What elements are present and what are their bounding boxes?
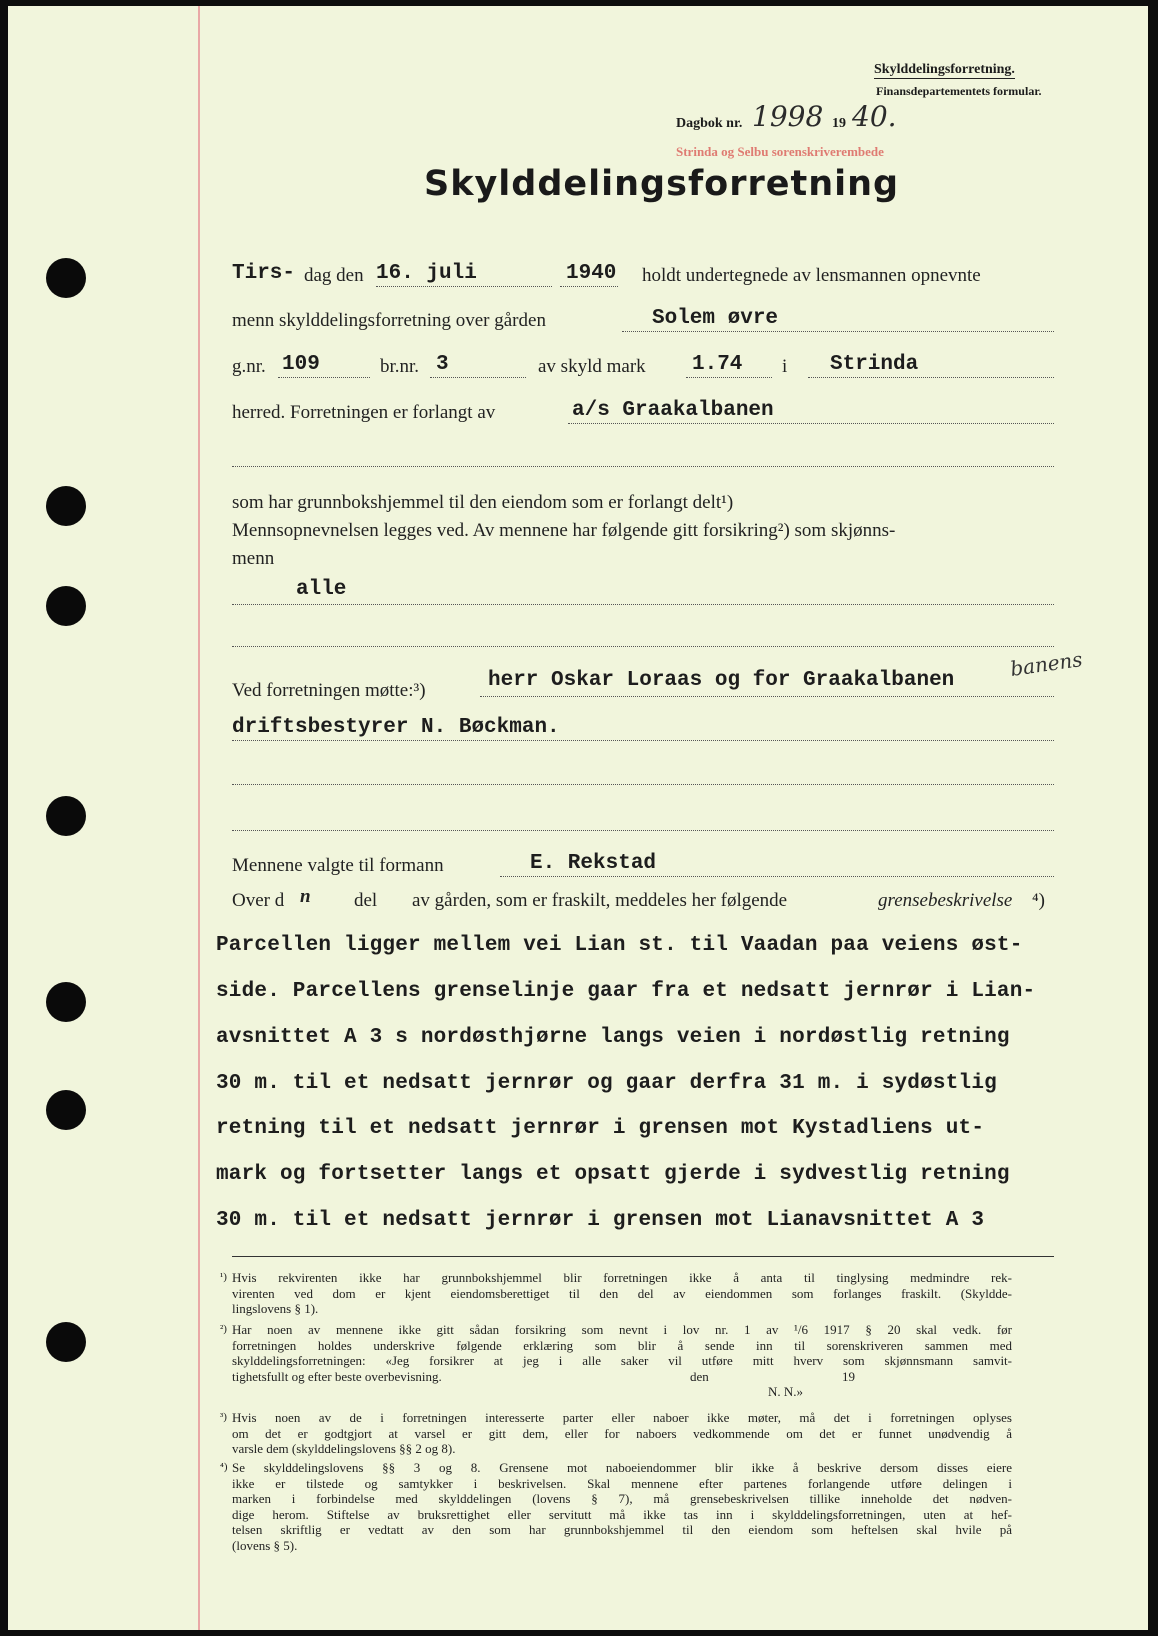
punch-hole: [46, 1322, 86, 1362]
description-line: 30 m. til et nedsatt jernrør og gaar derfra 31 m. i sydøstlig: [216, 1072, 997, 1095]
blank-dotted-line: [232, 830, 1054, 831]
skyld-dotted-line: [686, 377, 772, 378]
description-line: 30 m. til et nedsatt jernrør i grensen mot Lianavsnittet A 3: [216, 1209, 985, 1232]
footnote-line: Har noen av mennene ikke gitt sådan forsikring som nevnt i lov nr. 1 av ¹/6 1917 § 20 skal vedk. før: [232, 1322, 1012, 1337]
gnr-dotted-line: [278, 377, 370, 378]
footnote-year-label: 19: [842, 1368, 855, 1384]
office-stamp: Strinda og Selbu sorenskriverembede: [676, 144, 884, 159]
punch-hole: [46, 486, 86, 526]
grense-sup: ⁴): [1032, 890, 1045, 911]
blank-dotted-line: [232, 466, 1054, 467]
footnote-line: skylddelingsforretningen: «Jeg forsikrer at jeg i alle saker vil utføre mitt hverv som skjønnsmann samvit-: [232, 1353, 1012, 1368]
dag-den-label: dag den: [304, 265, 364, 286]
met-dotted-line: [232, 740, 1054, 741]
skyld: 1.74: [692, 353, 743, 376]
form-title: Skylddelingsforretning.: [874, 62, 1015, 77]
punch-hole: [46, 258, 86, 298]
grunnbok-text: som har grunnbokshjemmel til den eiendom som er forlangt delt¹): [232, 492, 734, 513]
brnr-label: br.nr.: [380, 356, 420, 377]
footnote-number: ³): [220, 1411, 227, 1423]
footnote-line: dige herom. Stiftelse av bruksrettighet eller servitutt må ikke tas inn i skylddelingsforretningen, uten at hef-: [232, 1506, 1012, 1522]
punch-hole: [46, 982, 86, 1022]
requested-by: a/s Graakalbanen: [572, 399, 774, 422]
footnote-line: lingslovens § 1).: [232, 1301, 319, 1316]
dagbok-number: 1998: [752, 100, 824, 133]
requested-dotted-line: [568, 423, 1054, 424]
footnote-2: [220, 1322, 1012, 1400]
footnote-number: ⁴): [220, 1461, 228, 1473]
municipality: Strinda: [830, 353, 919, 376]
margin-line: [198, 6, 200, 1630]
skyld-label: av skyld mark: [538, 356, 646, 377]
footnote-4: [220, 1460, 1012, 1553]
footnote-line: Se skylddelingslovens §§ 3 og 8. Grensene mot naboeiendommer blir ikke å beskrive dersom disses eiere: [232, 1460, 1012, 1475]
footnote-den-label: den: [690, 1368, 709, 1384]
footnote-1: [220, 1270, 1012, 1317]
punch-hole: [46, 796, 86, 836]
footnote-line: telsen skriftlig er vedtatt av den som har grunnbokshjemmel til den eiendom som heftelsen skal hvile på: [232, 1522, 1012, 1537]
dagbok-label: Dagbok nr.: [676, 116, 743, 131]
grense-word: grensebeskrivelse: [878, 890, 1013, 911]
met-dotted-line: [480, 696, 1054, 697]
footnote-line: (lovens § 5).: [232, 1537, 298, 1553]
description-line: avsnittet A 3 s nordøsthjørne langs veien i nordøstlig retning: [216, 1026, 1010, 1049]
footnote-number: ¹): [220, 1271, 227, 1283]
footnote-rule: [232, 1256, 1054, 1257]
document-title: Skylddelingsforretning: [424, 164, 900, 204]
brnr: 3: [436, 353, 449, 376]
date: 16. juli: [376, 262, 477, 285]
met-line2: driftsbestyrer N. Bøckman.: [232, 716, 560, 739]
held-text: holdt undertegnede av lensmannen opnevnte: [642, 265, 981, 286]
del-label: del: [354, 890, 378, 911]
blank-dotted-line: [232, 646, 1054, 647]
over-handwritten: n: [300, 886, 311, 907]
footnote-3: [220, 1410, 1012, 1457]
description-line: mark og fortsetter langs et opsatt gjerde i sydvestlig retning: [216, 1163, 1010, 1186]
dagbok-year: 40.: [852, 100, 897, 133]
footnote-signature: N. N.»: [768, 1384, 804, 1399]
farm-name: Solem øvre: [652, 307, 779, 330]
blank-dotted-line: [232, 784, 1054, 785]
punch-hole: [46, 586, 86, 626]
chair-dotted-line: [500, 876, 1054, 877]
form-source: Finansdepartementets formular.: [876, 84, 1042, 98]
line2-label: menn skylddelingsforretning over gården: [232, 310, 546, 331]
weekday: Tirs-: [232, 262, 296, 285]
dagbok-year-prefix: 19: [832, 116, 846, 131]
mennsop-text: Mennsopnevnelsen legges ved. Av mennene har følgende gitt forsikring²) som skjønns-: [232, 520, 896, 541]
year: 1940: [566, 262, 617, 285]
met-line1: herr Oskar Loraas og for Graakalbanen: [488, 669, 955, 692]
requested-label: herred. Forretningen er forlangt av: [232, 402, 496, 423]
footnote-line: ikke er tilstede og samtykker i beskrivelsen. Skal mennene efter partenes forlangende utføre delingen i: [232, 1475, 1012, 1491]
met-label: Ved forretningen møtte:³): [232, 680, 426, 701]
description-line: retning til et nedsatt jernrør i grensen mot Kystadliens ut-: [216, 1117, 985, 1140]
footnote-line: Hvis rekvirenten ikke har grunnbokshjemmel blir forretningen ikke å anta til tinglysing medmindre rek-: [232, 1270, 1012, 1285]
insured: alle: [296, 578, 347, 601]
year-dotted-line: [560, 286, 618, 287]
farm-dotted-line: [622, 331, 1054, 332]
footnote-line: tighetsfullt og efter beste overbevisning.: [232, 1368, 442, 1384]
footnote-number: ²): [220, 1323, 227, 1335]
brnr-dotted-line: [430, 377, 526, 378]
punch-hole: [46, 1090, 86, 1130]
footnote-line: virenten ved dom er kjent eiendomsberettiget til den del av eiendommen som forlanges fraskilt. (Skyldde-: [232, 1285, 1012, 1301]
met-handwritten: banens: [1008, 647, 1084, 681]
i-label: i: [782, 356, 788, 377]
footnote-line: om det er godtgjort at varsel er gitt dem, eller for naboers vedkommende om det er funnet unødvendig å: [232, 1425, 1012, 1441]
avgarden-text: av gården, som er fraskilt, meddeles her følgende: [412, 890, 788, 911]
insured-dotted-line: [232, 604, 1054, 605]
gnr-label: g.nr.: [232, 356, 266, 377]
municipality-dotted-line: [808, 377, 1054, 378]
menn-text: menn: [232, 548, 275, 569]
date-dotted-line: [376, 286, 552, 287]
footnote-line: varsle dem (skylddelingslovens §§ 2 og 8).: [232, 1441, 456, 1456]
chair: E. Rekstad: [530, 852, 657, 875]
footnote-line: forretningen holdes underskrive følgende erklæring som blir å sende inn til sorenskriveren sammen med: [232, 1337, 1012, 1353]
footnote-line: marken i forbindelse med skylddelingen (lovens § 7), må grensebeskrivelsen tillike inneholde det nødven-: [232, 1491, 1012, 1506]
gnr: 109: [282, 353, 320, 376]
over-label: Over d: [232, 890, 285, 911]
description-line: Parcellen ligger mellem vei Lian st. til Vaadan paa veiens øst-: [216, 934, 1023, 957]
footnote-line: Hvis noen av de i forretningen interesserte parter eller naboer ikke møter, må det i forretningen oplyses: [232, 1410, 1012, 1425]
chair-label: Mennene valgte til formann: [232, 855, 444, 876]
description-line: side. Parcellens grenselinje gaar fra et nedsatt jernrør i Lian-: [216, 980, 1036, 1003]
